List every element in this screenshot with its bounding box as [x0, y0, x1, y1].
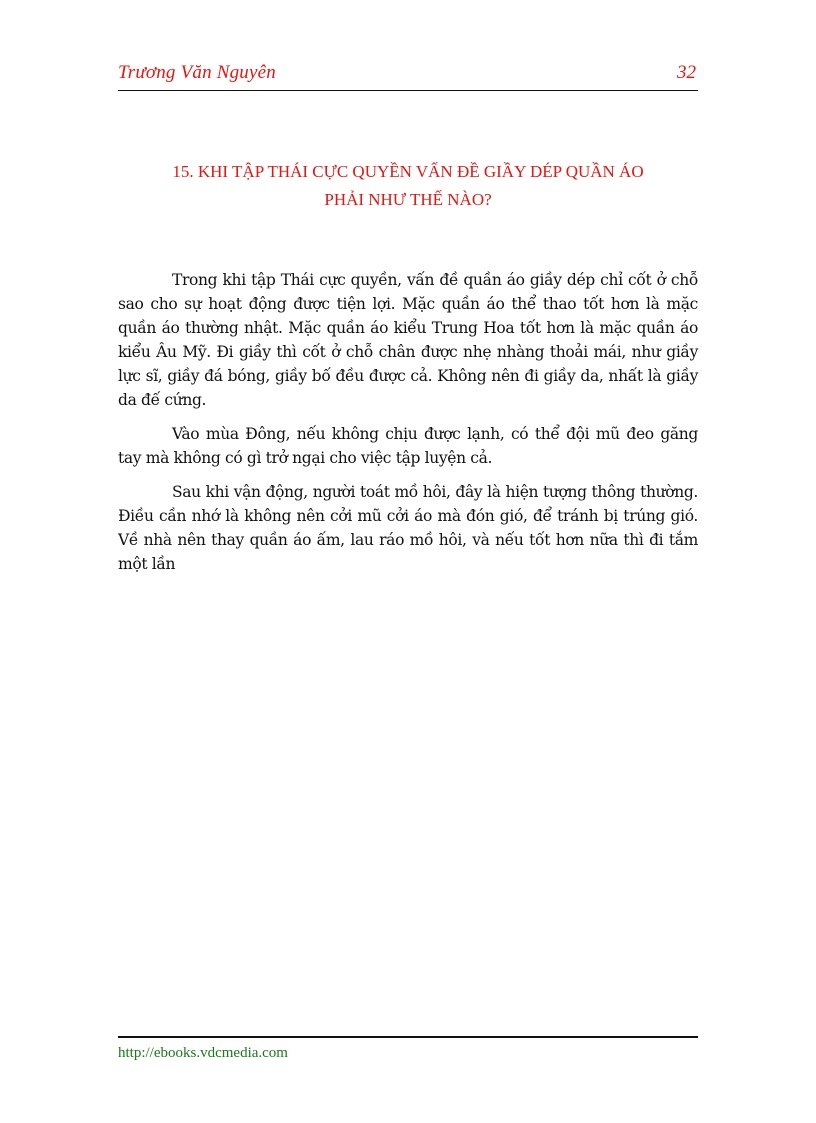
paragraph: Sau khi vận động, người toát mồ hôi, đây là hiện tượng thông thường. Điều cần nhớ là không nên cởi mũ cởi áo mà đón gió, để tránh bị trúng gió. Về nhà nên thay quần áo ấm, lau ráo mồ hôi, và nếu tốt hơn nữa thì đi tắm một lần	[118, 483, 698, 573]
body-text	[118, 268, 698, 586]
header-page-number: 32	[677, 62, 696, 83]
paragraph: Vào mùa Đông, nếu không chịu được lạnh, có thể đội mũ đeo găng tay mà không có gì trở ngại cho việc tập luyện cả.	[118, 425, 698, 467]
chapter-title-line-2: PHẢI NHƯ THẾ NÀO?	[324, 190, 492, 209]
page-header	[118, 62, 698, 91]
chapter-title	[118, 158, 698, 214]
chapter-title-line-1: 15. KHI TẬP THÁI CỰC QUYỀN VẤN ĐỀ GIẦY DÉP QUẦN ÁO	[172, 162, 644, 181]
footer-url-link[interactable]: http://ebooks.vdcmedia.com	[118, 1045, 288, 1061]
paragraph: Trong khi tập Thái cực quyền, vấn đề quần áo giầy dép chỉ cốt ở chỗ sao cho sự hoạt động được tiện lợi. Mặc quần áo thể thao tốt hơn là mặc quần áo thường nhật. Mặc quần áo kiểu Trung Hoa tốt hơn là mặc quần áo kiểu Âu Mỹ. Đi giầy thì cốt ở chỗ chân được nhẹ nhàng thoải mái, như giầy lực sĩ, giầy đá bóng, giầy bố đều được cả. Không nên đi giầy da, nhất là giầy da đế cứng.	[118, 271, 698, 409]
page-footer	[118, 1036, 698, 1062]
header-author: Trương Văn Nguyên	[118, 62, 276, 83]
